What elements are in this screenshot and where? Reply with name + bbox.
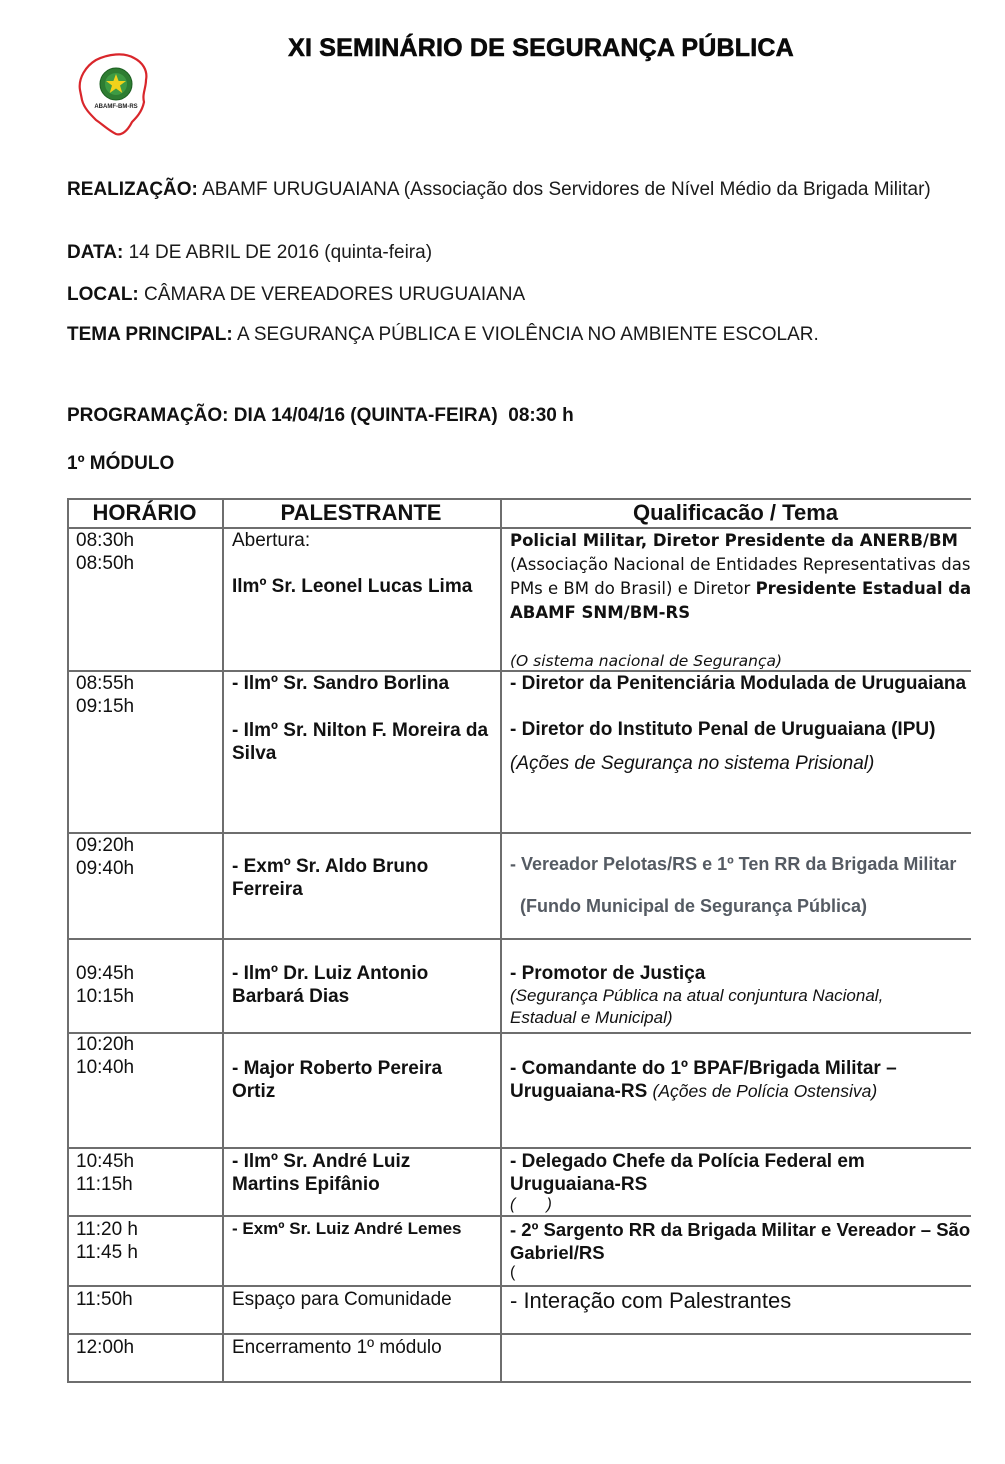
qualification-text: - Delegado Chefe da Polícia Federal em Uruguaiana-RS	[510, 1151, 865, 1195]
end-time: 10:40h	[76, 1057, 135, 1078]
tema-value: A SEGURANÇA PÚBLICA E VIOLÊNCIA NO AMBIENTE ESCOLAR.	[236, 324, 819, 345]
qualification-text: - 2º Sargento RR da Brigada Militar e Vereador – São Gabriel/RS	[510, 1219, 971, 1263]
local-line	[67, 283, 947, 307]
qualification-text: - Promotor de Justiça	[510, 963, 706, 984]
table-row-3-qualification	[510, 853, 972, 918]
local-value: CÂMARA DE VEREADORES URUGUAIANA	[144, 284, 526, 305]
theme-text: (Fundo Municipal de Segurança Pública)	[520, 896, 868, 916]
table-row-8-speaker: Espaço para Comunidade	[232, 1289, 452, 1310]
table-row-1-qualification	[510, 529, 972, 673]
row-divider	[67, 1333, 971, 1335]
row-divider	[67, 832, 971, 834]
tema-label: TEMA PRINCIPAL:	[67, 324, 233, 345]
start-time: 09:45h	[76, 963, 135, 984]
table-row-3-speaker: - Exmº Sr. Aldo Bruno Ferreira	[232, 856, 429, 900]
qualification-text: - Diretor do Instituto Penal de Uruguaiana (IPU)	[510, 719, 936, 740]
table-row-2-qualification	[510, 672, 972, 775]
theme-text: (	[510, 1264, 516, 1281]
table-row-1-speaker	[232, 529, 498, 598]
table-row-3-time	[76, 834, 134, 880]
theme-text: (O sistema nacional de Segurança)	[510, 652, 783, 670]
theme-text: (Ações de Segurança no sistema Prisional)	[510, 753, 875, 774]
end-time: 09:40h	[76, 858, 135, 879]
start-time: 09:20h	[76, 835, 135, 856]
table-row-2-speaker	[232, 672, 498, 765]
header-horario: HORÁRIO	[92, 500, 197, 525]
table-row-2-time	[76, 672, 134, 718]
start-time: 10:20h	[76, 1034, 135, 1055]
end-time: 11:15h	[76, 1174, 133, 1195]
end-time: 08:50h	[76, 553, 135, 574]
table-row-7-time	[76, 1218, 138, 1264]
theme-text: ( )	[510, 1196, 552, 1213]
programacao-heading: PROGRAMAÇÃO: DIA 14/04/16 (QUINTA-FEIRA) 08:30 h	[67, 405, 574, 426]
row-divider	[67, 1215, 971, 1217]
realizacao-label: REALIZAÇÃO:	[67, 179, 198, 200]
data-label: DATA:	[67, 242, 124, 263]
modulo-heading: 1º MÓDULO	[67, 453, 175, 474]
table-row-1-time	[76, 529, 134, 575]
column-divider	[67, 498, 69, 1383]
realizacao-value: ABAMF URUGUAIANA (Associação dos Servidores de Nível Médio da Brigada Militar)	[202, 179, 931, 200]
end-time: 09:15h	[76, 696, 135, 717]
theme-text: (Segurança Pública na atual conjuntura Nacional, Estadual e Municipal)	[510, 986, 884, 1027]
qualification-bold: Presidente Estadual da ABAMF SNM/BM-RS	[510, 579, 972, 622]
qualification-text: - Diretor da Penitenciária Modulada de Uruguaiana	[510, 673, 967, 694]
column-divider	[500, 498, 502, 1383]
table-row-8-time: 11:50h	[76, 1289, 133, 1310]
table-row-6-time	[76, 1150, 134, 1196]
header-palestrante: PALESTRANTE	[280, 500, 442, 525]
qualification-text: - Vereador Pelotas/RS e 1º Ten RR da Brigada Militar	[510, 854, 957, 874]
table-row-8-qualification: - Interação com Palestrantes	[510, 1288, 792, 1313]
tema-line	[67, 323, 947, 347]
table-row-7-speaker: - Exmº Sr. Luiz André Lemes	[232, 1219, 462, 1238]
column-divider	[222, 498, 224, 1383]
table-row-4-speaker: - Ilmº Dr. Luiz Antonio Barbará Dias	[232, 963, 429, 1007]
table-row-4-qualification	[510, 962, 950, 1029]
local-label: LOCAL:	[67, 284, 139, 305]
start-time: 10:45h	[76, 1151, 135, 1172]
theme-text: (Ações de Polícia Ostensiva)	[652, 1081, 878, 1101]
table-row-6-qualification	[510, 1150, 930, 1214]
document-title: XI SEMINÁRIO DE SEGURANÇA PÚBLICA	[288, 34, 794, 62]
data-line	[67, 241, 947, 265]
row-divider	[67, 1147, 971, 1149]
table-row-4-time	[76, 962, 134, 1008]
qualification-bold: Policial Militar, Diretor Presidente da ANERB/BM	[510, 531, 958, 550]
logo-text: ABAMF-BM-RS	[94, 104, 138, 110]
table-row-5-time	[76, 1033, 134, 1079]
schedule-table	[67, 498, 971, 1383]
qualification-text: - Comandante do 1º BPAF/Brigada Militar – Uruguaiana-RS	[510, 1058, 897, 1102]
table-row-5-qualification	[510, 1057, 950, 1103]
speaker-name: - Ilmº Sr. Nilton F. Moreira da Silva	[232, 720, 489, 764]
speaker-name: - Ilmº Sr. Sandro Borlina	[232, 673, 450, 694]
start-time: 11:20 h	[76, 1219, 138, 1240]
start-time: 08:55h	[76, 673, 135, 694]
row-divider	[67, 1032, 971, 1034]
speaker-intro: Abertura:	[232, 530, 311, 551]
table-row-7-qualification	[510, 1218, 975, 1282]
table-row-9-speaker: Encerramento 1º módulo	[232, 1337, 442, 1358]
table-row-9-time: 12:00h	[76, 1337, 135, 1358]
end-time: 11:45 h	[76, 1242, 138, 1263]
speaker-name: Ilmº Sr. Leonel Lucas Lima	[232, 576, 473, 597]
row-divider	[67, 938, 971, 940]
realizacao-line	[67, 178, 947, 202]
start-time: 08:30h	[76, 530, 135, 551]
row-divider	[67, 1285, 971, 1287]
table-row-6-speaker: - Ilmº Sr. André Luiz Martins Epifânio	[232, 1151, 411, 1195]
header-qualificacao: Qualificacão / Tema	[632, 500, 838, 525]
end-time: 10:15h	[76, 986, 135, 1007]
table-border-bottom	[67, 1381, 971, 1383]
qualification-text: (Associação Nacional de Entidades Representativas das PMs e BM do Brasil) e Diretor	[510, 555, 971, 598]
data-value: 14 DE ABRIL DE 2016 (quinta-feira)	[128, 242, 433, 263]
table-row-5-speaker: - Major Roberto Pereira Ortiz	[232, 1058, 443, 1102]
